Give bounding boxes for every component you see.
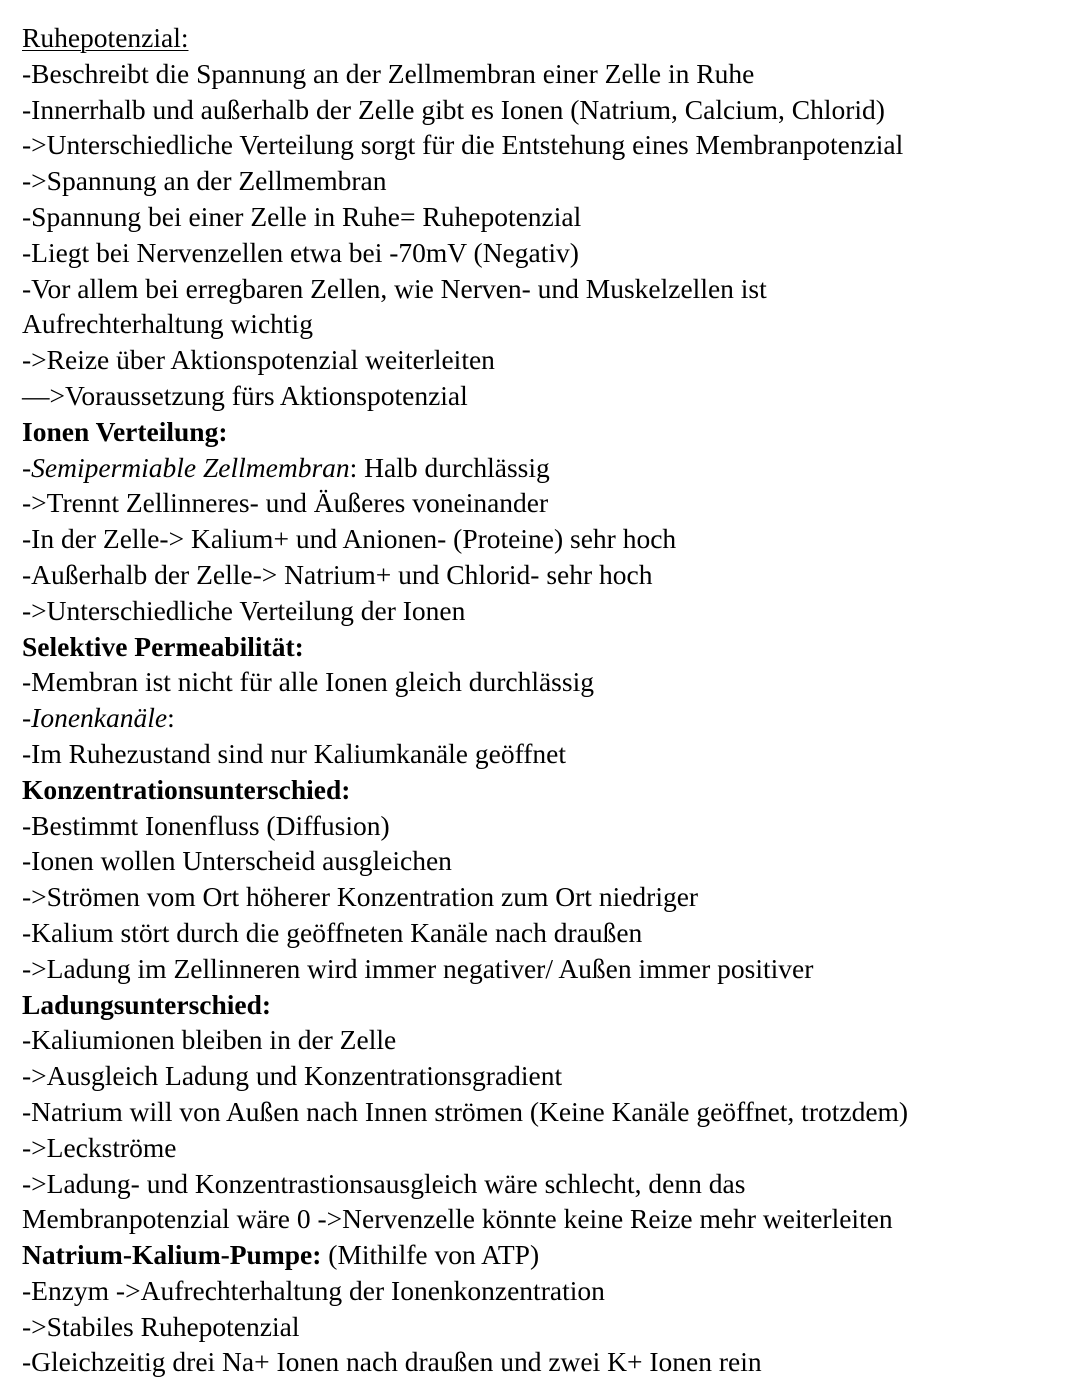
text-line: ->Ausgleich Ladung und Konzentrationsgradient xyxy=(22,1060,563,1092)
text-line: Membranpotenzial wäre 0 ->Nervenzelle könnte keine Reize mehr weiterleiten xyxy=(22,1203,893,1235)
text-line: ->Trennt Zellinneres- und Äußeres voneinander xyxy=(22,487,549,519)
text-line: -Vor allem bei erregbaren Zellen, wie Nerven- und Muskelzellen ist xyxy=(22,272,767,304)
text-line: -Innerrhalb und außerhalb der Zelle gibt es Ionen (Natrium, Calcium, Chlorid) xyxy=(22,93,885,125)
text-line: ->Ladung im Zellinneren wird immer negativer/ Außen immer positiver xyxy=(22,952,814,984)
term-ionenkanaele: Ionenkanäle xyxy=(31,702,168,734)
text-line: -Liegt bei Nervenzellen etwa bei -70mV (Negativ) xyxy=(22,236,579,268)
text-line: ->Reize über Aktionspotenzial weiterleiten xyxy=(22,344,495,376)
line-prefix: - xyxy=(22,702,32,734)
text-line: -Kaliumionen bleiben in der Zelle xyxy=(22,1024,397,1056)
text-line: —>Voraussetzung fürs Aktionspotenzial xyxy=(22,379,468,411)
text-line: -Beschreibt die Spannung an der Zellmembran einer Zelle in Ruhe xyxy=(22,57,755,89)
text-line: Aufrechterhaltung wichtig xyxy=(22,308,313,340)
section-heading-ladungsunterschied: Ladungsunterschied: xyxy=(22,988,272,1020)
section-heading-selektive-permeabilitaet: Selektive Permeabilität: xyxy=(22,630,304,662)
term-semipermiable-zellmembran: Semipermiable Zellmembran xyxy=(31,451,350,483)
section-heading-ionen-verteilung: Ionen Verteilung: xyxy=(22,415,228,447)
text-line: -In der Zelle-> Kalium+ und Anionen- (Proteine) sehr hoch xyxy=(22,523,677,555)
text-line: ->Ladung- und Konzentrastionsausgleich wäre schlecht, denn das xyxy=(22,1167,746,1199)
section-heading-konzentrationsunterschied: Konzentrationsunterschied: xyxy=(22,773,351,805)
text-line: ->Unterschiedliche Verteilung sorgt für die Entstehung eines Membranpotenzial xyxy=(22,129,904,161)
text-line: ->Strömen vom Ort höherer Konzentration zum Ort niedriger xyxy=(22,881,699,913)
text-line xyxy=(22,450,1072,486)
text-line: ->Leckströme xyxy=(22,1131,177,1163)
text-line: -Im Ruhezustand sind nur Kaliumkanäle geöffnet xyxy=(22,737,566,769)
text-line: -Gleichzeitig drei Na+ Ionen nach draußen und zwei K+ Ionen rein xyxy=(22,1346,762,1378)
line-prefix: - xyxy=(22,451,32,483)
text-line xyxy=(22,700,1072,736)
text-line: -Spannung bei einer Zelle in Ruhe= Ruhepotenzial xyxy=(22,200,582,232)
text-line: ->Unterschiedliche Verteilung der Ionen xyxy=(22,594,466,626)
heading-note: (Mithilfe von ATP) xyxy=(321,1239,540,1271)
text-line: -Kalium stört durch die geöffneten Kanäle nach draußen xyxy=(22,916,643,948)
page-title: Ruhepotenzial: xyxy=(22,22,189,53)
text-line: ->Spannung an der Zellmembran xyxy=(22,165,387,197)
text-line: -Ionen wollen Unterscheid ausgleichen xyxy=(22,845,452,877)
term-definition: : Halb durchlässig xyxy=(349,451,550,483)
text-line: -Natrium will von Außen nach Innen strömen (Keine Kanäle geöffnet, trotzdem) xyxy=(22,1095,909,1127)
text-line: -Bestimmt Ionenfluss (Diffusion) xyxy=(22,809,390,841)
text-line: -Membran ist nicht für alle Ionen gleich durchlässig xyxy=(22,666,594,698)
text-line: -Außerhalb der Zelle-> Natrium+ und Chlorid- sehr hoch xyxy=(22,558,653,590)
text-line: -Enzym ->Aufrechterhaltung der Ionenkonzentration xyxy=(22,1274,605,1306)
text-line: ->Stabiles Ruhepotenzial xyxy=(22,1310,300,1342)
document-page xyxy=(22,20,1072,1380)
term-colon: : xyxy=(167,702,175,734)
section-heading-natrium-kalium-pumpe: Natrium-Kalium-Pumpe: xyxy=(22,1239,322,1271)
section-heading-line-natrium-kalium-pumpe xyxy=(22,1237,1072,1273)
